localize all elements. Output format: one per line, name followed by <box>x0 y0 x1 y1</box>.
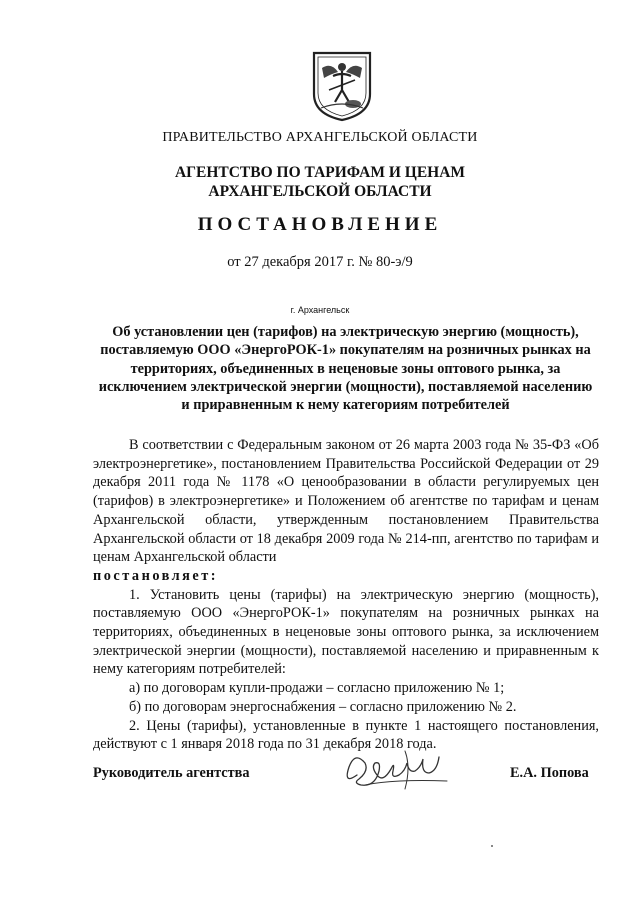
document-body <box>93 436 599 754</box>
document-date-number: от 27 декабря 2017 г. № 80-э/9 <box>227 254 413 270</box>
document-city: г. Архангельск <box>290 305 350 315</box>
item-2-paragraph: 2. Цены (тарифы), установленные в пункте 1 настоящего постановления, действуют с 1 января 2018 года по 31 декабря 2018 года. <box>93 717 599 753</box>
document-subject: Об установлении цен (тарифов) на электрическую энергию (мощность), поставляемую ООО «ЭнергоРОК-1» покупателям на розничных рынках на территориях, объединенных в неценовые зоны оптового рынка, за исключением электрической энергии (мощности), поставляемой населению и приравненным к нему категориям потребителей <box>98 324 593 414</box>
decree-word: постановляет: <box>93 567 219 584</box>
preamble-paragraph: В соответствии с Федеральным законом от 26 марта 2003 года № 35-ФЗ «Об электроэнергетике», постановлением Правительства Российской Федерации от 29 декабря 2011 года № 1178 «О ценообразовании в области регулируемых цен (тарифов) в электроэнергетике» и Положением об агентстве по тарифам и ценам Архангельской области, утвержденным постановлением Правительства Архангельской области от 18 декабря 2009 года № 214-пп, агентство по тарифам и ценам Архангельской области <box>93 437 599 566</box>
scan-speck <box>491 845 493 847</box>
item-1a-paragraph: а) по договорам купли-продажи – согласно приложению № 1; <box>129 680 505 697</box>
handwritten-signature <box>335 745 455 795</box>
agency-name-line2: АРХАНГЕЛЬСКОЙ ОБЛАСТИ <box>208 183 432 200</box>
agency-name <box>0 163 640 201</box>
coat-of-arms-emblem <box>311 50 373 122</box>
signatory-title: Руководитель агентства <box>93 765 250 781</box>
item-1b-paragraph: б) по договорам энергоснабжения – согласно приложению № 2. <box>129 698 517 715</box>
item-1-paragraph: 1. Установить цены (тарифы) на электрическую энергию (мощность), поставляемую ООО «ЭнергоРОК-1» покупателям на розничных рынках на территориях, объединенных в неценовые зоны оптового рынка, за исключением электрической энергии (мощности), поставляемой населению и приравненным к нему категориям потребителей: <box>93 586 599 678</box>
agency-name-line1: АГЕНТСТВО ПО ТАРИФАМ И ЦЕНАМ <box>174 164 466 181</box>
government-name: ПРАВИТЕЛЬСТВО АРХАНГЕЛЬСКОЙ ОБЛАСТИ <box>162 130 478 145</box>
signatory-name: Е.А. Попова <box>510 765 589 781</box>
document-type-heading: ПОСТАНОВЛЕНИЕ <box>197 214 443 235</box>
